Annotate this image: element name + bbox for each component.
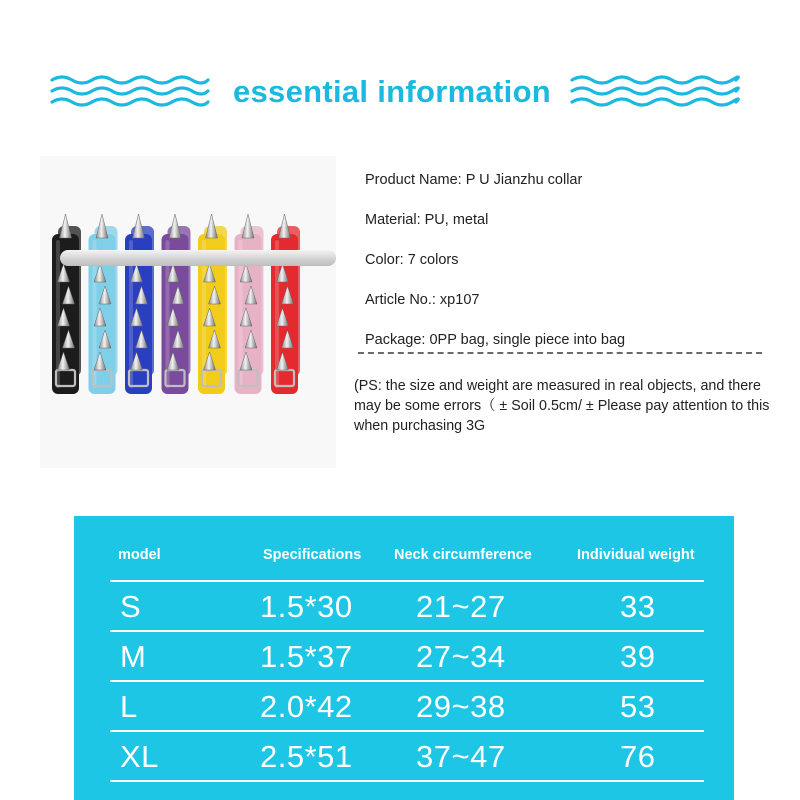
color-count: Color: 7 colors [365, 252, 459, 268]
table-header [110, 516, 704, 582]
measurement-note: (PS: the size and weight are measured in real objects, and there may be some errors（ ± Soil 0.5cm/ ± Please pay attention to this when purchasing 3G [354, 378, 770, 434]
table-row [110, 732, 704, 782]
collar [89, 214, 118, 394]
cell-weight: 76 [620, 739, 656, 774]
header-neck-circumference: Neck circumference [394, 547, 532, 563]
table-row [110, 682, 704, 732]
cell-neck: 37~47 [416, 739, 506, 774]
product-info [365, 171, 785, 371]
collar [271, 214, 300, 394]
product-photo [40, 156, 336, 468]
collar [52, 214, 81, 394]
product-name: Product Name: P U Jianzhu collar [365, 172, 583, 188]
cell-specifications: 1.5*37 [260, 639, 353, 674]
cell-neck: 29~38 [416, 689, 506, 724]
header-specifications: Specifications [263, 547, 362, 563]
cell-model: S [120, 589, 142, 624]
cell-weight: 53 [620, 689, 656, 724]
cell-weight: 33 [620, 589, 656, 624]
cell-specifications: 2.0*42 [260, 689, 353, 724]
cell-neck: 21~27 [416, 589, 506, 624]
cell-model: M [120, 639, 147, 674]
package: Package: 0PP bag, single piece into bag [365, 332, 626, 348]
cell-weight: 39 [620, 639, 656, 674]
collar [125, 214, 154, 394]
header-model: model [118, 547, 161, 563]
size-table [74, 516, 734, 800]
table-row [110, 582, 704, 632]
dashed-divider [358, 352, 762, 354]
article-number: Article No.: xp107 [365, 292, 480, 308]
cell-specifications: 2.5*51 [260, 739, 353, 774]
material: Material: PU, metal [365, 212, 489, 228]
table-row [110, 632, 704, 682]
collar [162, 214, 191, 394]
cell-model: XL [120, 739, 159, 774]
cell-neck: 27~34 [416, 639, 506, 674]
hanging-rod [60, 250, 336, 266]
cell-model: L [120, 689, 138, 724]
cell-specifications: 1.5*30 [260, 589, 353, 624]
header-individual-weight: Individual weight [577, 547, 695, 563]
page-title: essential information [232, 74, 552, 109]
wave-decoration-right-icon [570, 72, 740, 112]
collar [198, 214, 227, 394]
collar [235, 214, 264, 394]
